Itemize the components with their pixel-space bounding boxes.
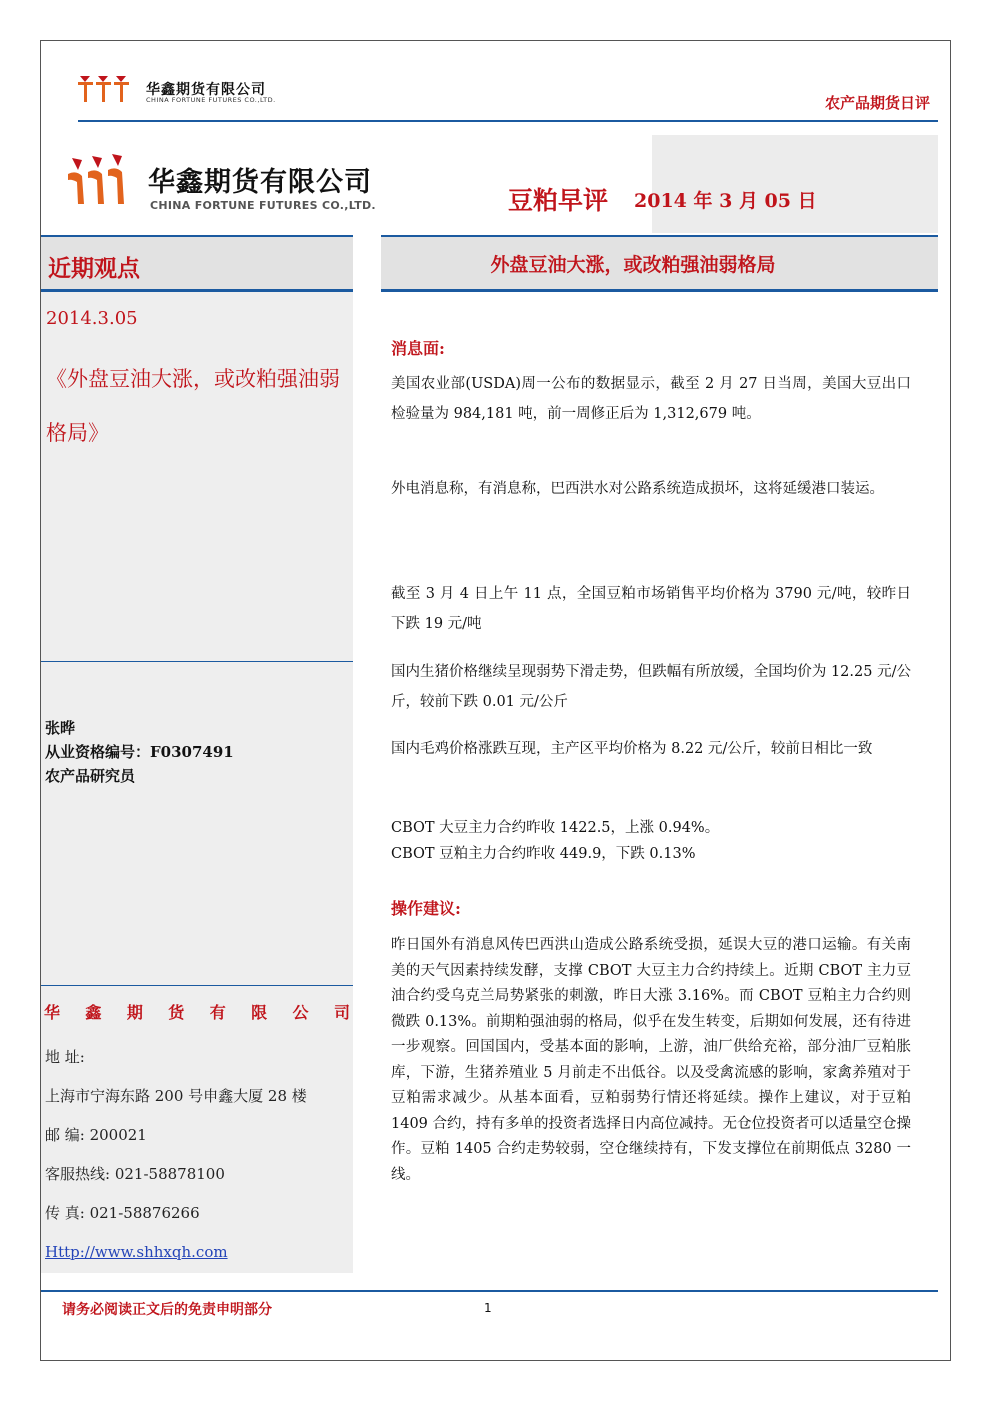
news-item: 外电消息称，有消息称，巴西洪水对公路系统造成损坏，这将延缓港口装运。 bbox=[391, 481, 884, 497]
news-item: 国内生猪价格继续呈现弱势下滑走势，但跌幅有所放缓，全国均价为 12.25 元/公斤，较前下跌 0.01 元/公斤 bbox=[391, 664, 911, 710]
company-name-en: CHINA FORTUNE FUTURES CO.,LTD. bbox=[150, 199, 376, 212]
report-title: 豆粕早评 bbox=[508, 186, 609, 215]
company-char: 公 bbox=[292, 1003, 309, 1022]
footer-line bbox=[41, 1290, 938, 1292]
view-title: 《外盘豆油大涨，或改粕强油弱格局》 bbox=[46, 367, 340, 445]
postcode: 邮 编: 200021 bbox=[45, 1126, 147, 1144]
address-label: 地 址: bbox=[45, 1048, 85, 1066]
news-item: 截至 3 月 4 日上午 11 点，全国豆粕市场销售平均价格为 3790 元/吨，较昨日下跌 19 元/吨 bbox=[391, 586, 911, 632]
company-char: 期 bbox=[126, 1003, 143, 1022]
company-char: 鑫 bbox=[85, 1003, 102, 1022]
author-name: 张晔 bbox=[45, 719, 76, 737]
company-logo-small bbox=[78, 74, 138, 104]
company-char: 货 bbox=[168, 1003, 185, 1022]
news-item: 美国农业部(USDA)周一公布的数据显示，截至 2 月 27 日当周，美国大豆出口检验量为 984,181 吨，前一周修正后为 1,312,679 吨。 bbox=[391, 376, 911, 422]
news-item: CBOT 大豆主力合约昨收 1422.5，上涨 0.94%。 bbox=[391, 820, 720, 836]
page-number: 1 bbox=[484, 1301, 492, 1315]
news-item: 国内毛鸡价格涨跌互现，主产区平均价格为 8.22 元/公斤，较前日相比一致 bbox=[391, 741, 873, 757]
news-item: CBOT 豆粕主力合约昨收 449.9，下跌 0.13% bbox=[391, 846, 696, 862]
disclaimer: 请务必阅读正文后的免责申明部分 bbox=[62, 1302, 272, 1318]
contact-block bbox=[45, 1038, 307, 1272]
headline: 外盘豆油大涨，或改粕强油弱格局 bbox=[490, 254, 776, 276]
headline-bottom-line bbox=[381, 289, 938, 292]
sidebar-title: 近期观点 bbox=[48, 255, 140, 282]
hotline: 客服热线: 021-58878100 bbox=[45, 1165, 225, 1183]
company-char: 限 bbox=[251, 1003, 268, 1022]
advice-label: 操作建议: bbox=[391, 899, 461, 918]
report-type: 农产品期货日评 bbox=[824, 94, 930, 112]
author-block bbox=[45, 716, 234, 788]
headline-top-line bbox=[381, 235, 938, 237]
sidebar-divider-2 bbox=[41, 985, 353, 986]
header-divider bbox=[78, 120, 938, 122]
report-date: 2014 年 3 月 05 日 bbox=[634, 190, 817, 212]
website-link[interactable]: Http://www.shhxqh.com bbox=[45, 1243, 228, 1261]
company-name-spaced bbox=[44, 1000, 350, 1023]
author-role: 农产品研究员 bbox=[45, 767, 136, 785]
company-char: 有 bbox=[209, 1003, 226, 1022]
author-license: 从业资格编号：F0307491 bbox=[45, 743, 234, 761]
title-band bbox=[652, 135, 938, 233]
view-date: 2014.3.05 bbox=[46, 308, 138, 329]
company-logo bbox=[64, 154, 144, 214]
company-char: 华 bbox=[44, 1003, 61, 1022]
company-name-small-en: CHINA FORTUNE FUTURES CO.,LTD. bbox=[146, 96, 276, 104]
fax: 传 真: 021-58876266 bbox=[45, 1204, 200, 1222]
address: 上海市宁海东路 200 号申鑫大厦 28 楼 bbox=[45, 1087, 307, 1105]
sidebar-header-line bbox=[41, 289, 353, 292]
company-char: 司 bbox=[333, 1003, 350, 1022]
news-label: 消息面: bbox=[391, 339, 445, 358]
sidebar-divider bbox=[41, 661, 353, 662]
advice-text: 昨日国外有消息风传巴西洪山造成公路系统受损，延误大豆的港口运输。有关南美的天气因素持续发酵，支撑 CBOT 大豆主力合约持续上。近期 CBOT 主力豆油合约受乌克兰局势紧张的刺激，昨日大涨 3.16%。而 CBOT 豆粕主力合约则微跌 0.13%。前期粕强油弱的格局，似乎在发生转变，后期如何发展，还有待进一步观察。回国国内，受基本面的影响，上游，油厂供给充裕，部分油厂豆粕胀库，下游，生猪养殖业 5 月前走不出低谷。以及受禽流感的影响，家禽养殖对于豆粕需求减少。从基本面看，豆粕弱势行情还将延续。操作上建议，对于豆粕1409 合约，持有多单的投资者选择日内高位减持。无仓位投资者可以适量空仓操作。豆粕 1405 合约走势较弱，空仓继续持有，下发支撑位在前期低点 3280 一线。 bbox=[391, 937, 912, 1183]
company-name-small: 华鑫期货有限公司 bbox=[146, 82, 266, 98]
company-name: 华鑫期货有限公司 bbox=[148, 167, 372, 198]
